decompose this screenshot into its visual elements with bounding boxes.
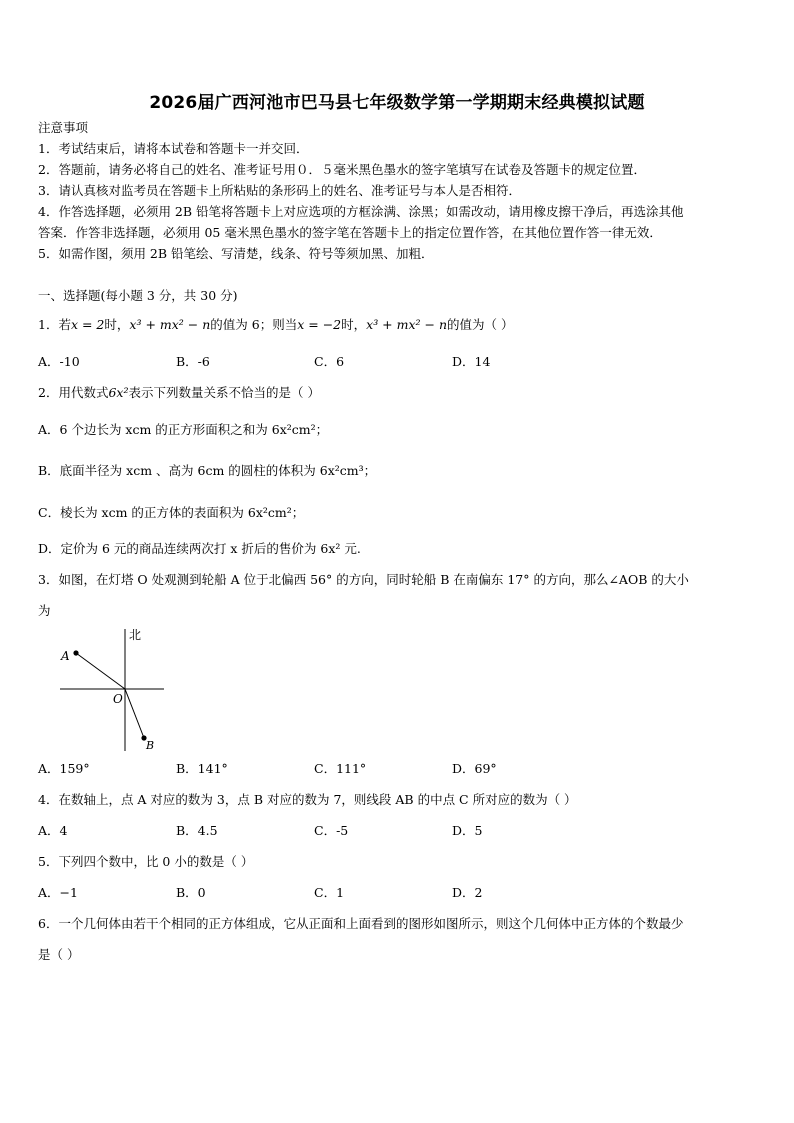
ray-ob	[125, 689, 144, 738]
north-label: 北	[129, 628, 142, 642]
question-6-line-2: 是（ ）	[38, 947, 80, 962]
notice-item: 答案．作答非选择题，必须用 05 毫米黑色墨水的签字笔在答题卡上的指定位置作答，在其他位置作答一律无效．	[38, 225, 662, 240]
label-b: B	[146, 739, 155, 752]
option-c[interactable]: C．6	[314, 354, 345, 369]
option-a[interactable]: A．-10	[38, 354, 80, 369]
q1-math-expression-2: x³ + mx² − n	[366, 317, 448, 332]
direction-figure	[56, 625, 176, 755]
question-1-options	[38, 352, 758, 372]
ray-oa	[76, 653, 125, 689]
option-b[interactable]: B．4.5	[176, 823, 218, 838]
q1-text-d: 时，	[341, 317, 367, 332]
q2-stem-b: 表示下列数量关系不恰当的是（ ）	[128, 385, 320, 400]
q1-text-a: 1．若	[38, 317, 71, 332]
question-6-line-1: 6．一个几何体由若干个相同的正方体组成，它从正面和上面看到的图形如图所示，则这个几何体中正方体的个数最少	[38, 916, 684, 931]
q2-stem-a: 2．用代数式	[38, 385, 109, 400]
question-3-line-2: 为	[38, 603, 51, 618]
q2-option-a[interactable]: A．6 个边长为 xcm 的正方形面积之和为 6x²cm²；	[38, 422, 329, 437]
notice-item: 1．考试结束后，请将本试卷和答题卡一并交回．	[38, 141, 309, 156]
point-a	[73, 650, 78, 655]
option-a[interactable]: A．−1	[38, 885, 78, 900]
question-5-stem: 5．下列四个数中，比 0 小的数是（ ）	[38, 854, 254, 869]
q1-text-e: 的值为（ ）	[447, 317, 514, 332]
notice-item: 2．答题前，请务必将自己的姓名、准考证号用０．５毫米黑色墨水的签字笔填写在试卷及答题卡的规定位置．	[38, 162, 646, 177]
q1-math-x-eq-neg2: x = −2	[297, 317, 342, 332]
notice-heading: 注意事项	[38, 120, 89, 135]
option-a[interactable]: A．4	[38, 823, 68, 838]
q2-stem-math: 6x²	[108, 385, 129, 400]
option-d[interactable]: D．2	[452, 885, 483, 900]
q1-text-c: 的值为 6；则当	[210, 317, 298, 332]
notice-item: 3．请认真核对监考员在答题卡上所粘贴的条形码上的姓名、准考证号与本人是否相符．	[38, 183, 521, 198]
question-5-options	[38, 883, 758, 903]
question-3-options	[38, 759, 758, 779]
q1-math-x-eq-2: x = 2	[70, 317, 105, 332]
section-heading: 一、选择题(每小题 3 分，共 30 分)	[38, 288, 238, 303]
option-b[interactable]: B．-6	[176, 354, 210, 369]
question-1-stem	[38, 315, 758, 335]
question-3-line-1: 3．如图，在灯塔 O 处观测到轮船 A 位于北偏西 56° 的方向，同时轮船 B 在南偏东 17° 的方向，那么∠AOB 的大小	[38, 572, 689, 587]
page-title: 2026届广西河池市巴马县七年级数学第一学期期末经典模拟试题	[149, 93, 645, 113]
question-4-options	[38, 821, 758, 841]
label-o: O	[113, 692, 123, 706]
q1-math-expression: x³ + mx² − n	[129, 317, 211, 332]
notice-item: 4．作答选择题，必须用 2B 铅笔将答题卡上对应选项的方框涂满、涂黑；如需改动，请用橡皮擦干净后，再选涂其他	[38, 204, 684, 219]
q2-option-d[interactable]: D．定价为 6 元的商品连续两次打 x 折后的售价为 6x² 元.	[38, 541, 361, 556]
option-c[interactable]: C．111°	[314, 761, 367, 776]
q2-option-c[interactable]: C．棱长为 xcm 的正方体的表面积为 6x²cm²；	[38, 505, 305, 520]
notice-item: 5．如需作图，须用 2B 铅笔绘、写清楚，线条、符号等须加黑、加粗．	[38, 246, 434, 261]
question-4-stem: 4．在数轴上，点 A 对应的数为 3，点 B 对应的数为 7，则线段 AB 的中点 C 所对应的数为（ ）	[38, 792, 577, 807]
question-2-stem	[38, 383, 758, 403]
option-c[interactable]: C．-5	[314, 823, 349, 838]
option-a[interactable]: A．159°	[38, 761, 90, 776]
label-a: A	[61, 649, 70, 663]
option-b[interactable]: B．141°	[176, 761, 228, 776]
option-d[interactable]: D．5	[452, 823, 483, 838]
option-d[interactable]: D．69°	[452, 761, 497, 776]
option-d[interactable]: D．14	[452, 354, 491, 369]
q1-text-b: 时，	[104, 317, 130, 332]
option-c[interactable]: C．1	[314, 885, 345, 900]
q2-option-b[interactable]: B．底面半径为 xcm 、高为 6cm 的圆柱的体积为 6x²cm³；	[38, 463, 377, 478]
option-b[interactable]: B．0	[176, 885, 206, 900]
